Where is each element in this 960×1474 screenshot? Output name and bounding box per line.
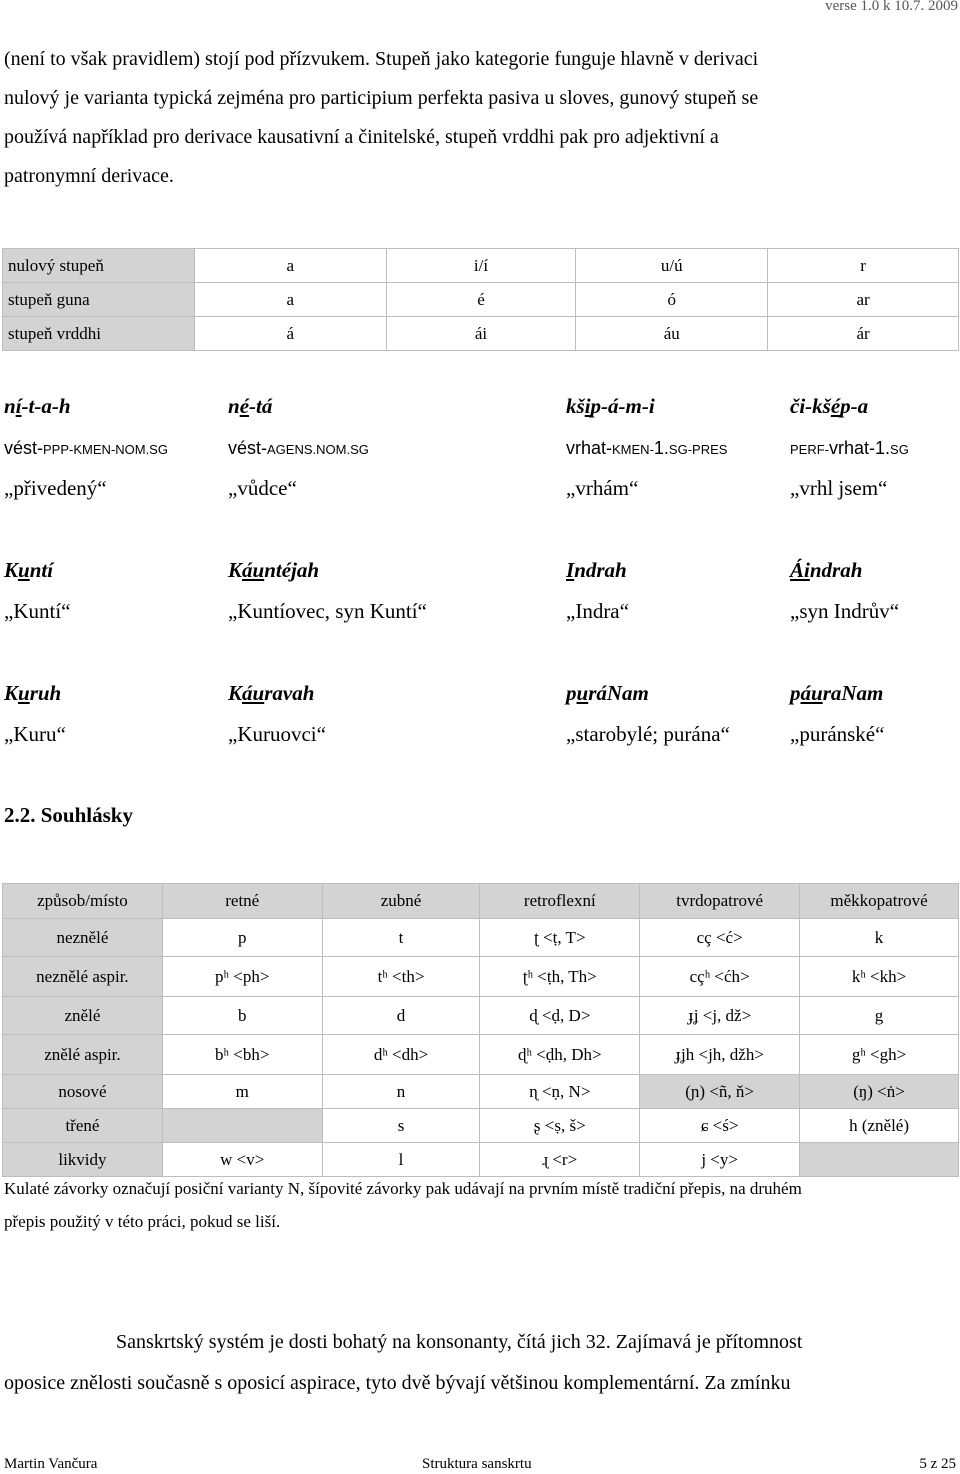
table-cell: cçʰ <ćh> — [640, 957, 800, 997]
table-cell: u/ú — [576, 249, 768, 283]
table-row — [3, 1075, 959, 1109]
body-line: oposice znělosti současně s oposicí aspirace, tyto dvě bývají většinou komplementární. Za zmínku — [4, 1372, 791, 1394]
table-cell: ó — [576, 283, 768, 317]
note-line: přepis použitý v této práci, pokud se liší. — [4, 1212, 281, 1231]
example-word: ní-t-a-h — [4, 394, 71, 418]
table-row — [3, 919, 959, 957]
table-cell: bʰ <bh> — [162, 1035, 322, 1075]
example-word: Áindrah — [790, 558, 863, 582]
table-cell: l — [322, 1143, 480, 1177]
footer-title: Struktura sanskrtu — [422, 1456, 532, 1472]
column-header: retroflexní — [480, 884, 640, 919]
table-cell: r — [768, 249, 959, 283]
example-word: Káuntéjah — [228, 558, 320, 582]
table-row — [3, 249, 959, 283]
example-word: puráNam — [566, 681, 649, 705]
row-header: likvidy — [3, 1143, 163, 1177]
table-cell: ar — [768, 283, 959, 317]
example-gloss: vést-AGENS.NOM.SG — [228, 438, 369, 458]
table-cell: ɕ <ś> — [640, 1109, 800, 1143]
table-cell: tʰ <th> — [322, 957, 480, 997]
row-header: stupeň guna — [3, 283, 195, 317]
footer-author: Martin Vančura — [4, 1456, 98, 1472]
table-cell: ɟʝh <jh, džh> — [640, 1035, 800, 1075]
table-cell: i/í — [386, 249, 576, 283]
table-cell: kʰ <kh> — [800, 957, 959, 997]
example-word: či-kšép-a — [790, 394, 869, 418]
footer-page-number: 5 z 25 — [919, 1456, 956, 1472]
table-cell: dʰ <dh> — [322, 1035, 480, 1075]
table-cell: cç <ć> — [640, 919, 800, 957]
row-header: nulový stupeň — [3, 249, 195, 283]
table-cell: t — [322, 919, 480, 957]
table-cell: s — [322, 1109, 480, 1143]
table-cell: ʂ <ṣ, š> — [480, 1109, 640, 1143]
example-gloss: vrhat-KMEN-1.SG-PRES — [566, 438, 728, 458]
table-cell: ɻ <r> — [480, 1143, 640, 1177]
row-header: neznělé — [3, 919, 163, 957]
table-cell: gʰ <gh> — [800, 1035, 959, 1075]
table-cell: g — [800, 997, 959, 1035]
example-gloss: PERF-vrhat-1.SG — [790, 438, 909, 458]
intro-line: používá například pro derivace kausativní a činitelské, stupeň vrddhi pak pro adjektivní a — [4, 126, 719, 148]
section-heading: 2.2. Souhlásky — [4, 803, 133, 827]
row-header: stupeň vrddhi — [3, 317, 195, 351]
column-header: tvrdopatrové — [640, 884, 800, 919]
column-header: způsob/místo — [3, 884, 163, 919]
column-header: retné — [162, 884, 322, 919]
table-note — [4, 1172, 956, 1238]
example-meaning: „puránské“ — [790, 722, 885, 746]
example-word: Indrah — [566, 558, 627, 582]
example-word: kšip-á-m-i — [566, 394, 655, 418]
table-cell: ʈ <ṭ, T> — [480, 919, 640, 957]
body-line: Sanskrtský systém je dosti bohatý na konsonanty, čítá jich 32. Zajímavá je přítomnost — [116, 1331, 803, 1353]
table-cell: ɳ <ṇ, N> — [480, 1075, 640, 1109]
row-header: neznělé aspir. — [3, 957, 163, 997]
table-cell: pʰ <ph> — [162, 957, 322, 997]
table-cell: a — [194, 283, 386, 317]
table-row — [3, 957, 959, 997]
table-cell: ár — [768, 317, 959, 351]
table-cell: b — [162, 997, 322, 1035]
table-cell: ɖʰ <ḍh, Dh> — [480, 1035, 640, 1075]
example-word: Kuruh — [4, 681, 62, 705]
table-row — [3, 1035, 959, 1075]
intro-paragraph — [4, 40, 956, 196]
row-header: znělé aspir. — [3, 1035, 163, 1075]
table-cell: k — [800, 919, 959, 957]
consonant-table — [2, 883, 959, 1177]
example-meaning: „Kuntí“ — [4, 599, 71, 623]
table-row — [3, 997, 959, 1035]
row-header: znělé — [3, 997, 163, 1035]
example-word: né-tá — [228, 394, 273, 418]
table-cell: ɟʝ <j, dž> — [640, 997, 800, 1035]
table-cell: é — [386, 283, 576, 317]
table-cell: n — [322, 1075, 480, 1109]
column-header: zubné — [322, 884, 480, 919]
intro-line: (není to však pravidlem) stojí pod přízvukem. Stupeň jako kategorie funguje hlavně v derivaci — [4, 48, 759, 70]
table-cell: h (znělé) — [800, 1109, 959, 1143]
table-cell: p — [162, 919, 322, 957]
table-cell: (ɲ) <ñ, ň> — [640, 1075, 800, 1109]
table-cell: ʈʰ <ṭh, Th> — [480, 957, 640, 997]
example-meaning: „vůdce“ — [228, 476, 297, 500]
table-row — [3, 283, 959, 317]
row-header: nosové — [3, 1075, 163, 1109]
example-word: Káuravah — [228, 681, 315, 705]
row-header: třené — [3, 1109, 163, 1143]
intro-line: patronymní derivace. — [4, 165, 174, 187]
table-cell: a — [194, 249, 386, 283]
example-meaning: „Kuntíovec, syn Kuntí“ — [228, 599, 427, 623]
example-word: Kuntí — [4, 558, 54, 582]
example-meaning: „přivedený“ — [4, 476, 107, 500]
table-cell: á — [194, 317, 386, 351]
table-cell: j <y> — [640, 1143, 800, 1177]
version-header: verse 1.0 k 10.7. 2009 — [825, 0, 958, 14]
column-header: měkkopatrové — [800, 884, 959, 919]
table-cell: ɖ <ḍ, D> — [480, 997, 640, 1035]
example-gloss: vést-PPP-KMEN-NOM.SG — [4, 438, 168, 458]
intro-line: nulový je varianta typická zejména pro participium perfekta pasiva u sloves, gunový stupeň se — [4, 87, 759, 109]
table-cell: (ŋ) <ṅ> — [800, 1075, 959, 1109]
example-meaning: „Kuruovci“ — [228, 722, 326, 746]
example-meaning: „starobylé; purána“ — [566, 722, 730, 746]
example-meaning: „vrhl jsem“ — [790, 476, 888, 500]
table-row — [3, 1109, 959, 1143]
example-word: páuraNam — [790, 681, 884, 705]
table-cell: d — [322, 997, 480, 1035]
note-line: Kulaté závorky označují posiční varianty N, šípovité závorky pak udávají na prvním místě tradiční přepis, na druhém — [4, 1179, 802, 1198]
example-meaning: „syn Indrův“ — [790, 599, 900, 623]
example-meaning: „Indra“ — [566, 599, 629, 623]
example-meaning: „Kuru“ — [4, 722, 66, 746]
body-paragraph — [4, 1322, 956, 1404]
table-cell: w <v> — [162, 1143, 322, 1177]
table-row — [3, 317, 959, 351]
example-meaning: „vrhám“ — [566, 476, 639, 500]
table-cell — [162, 1109, 322, 1143]
table-cell: áu — [576, 317, 768, 351]
vowel-grade-table — [2, 248, 959, 351]
table-cell: ái — [386, 317, 576, 351]
table-header-row — [3, 884, 959, 919]
table-cell: m — [162, 1075, 322, 1109]
